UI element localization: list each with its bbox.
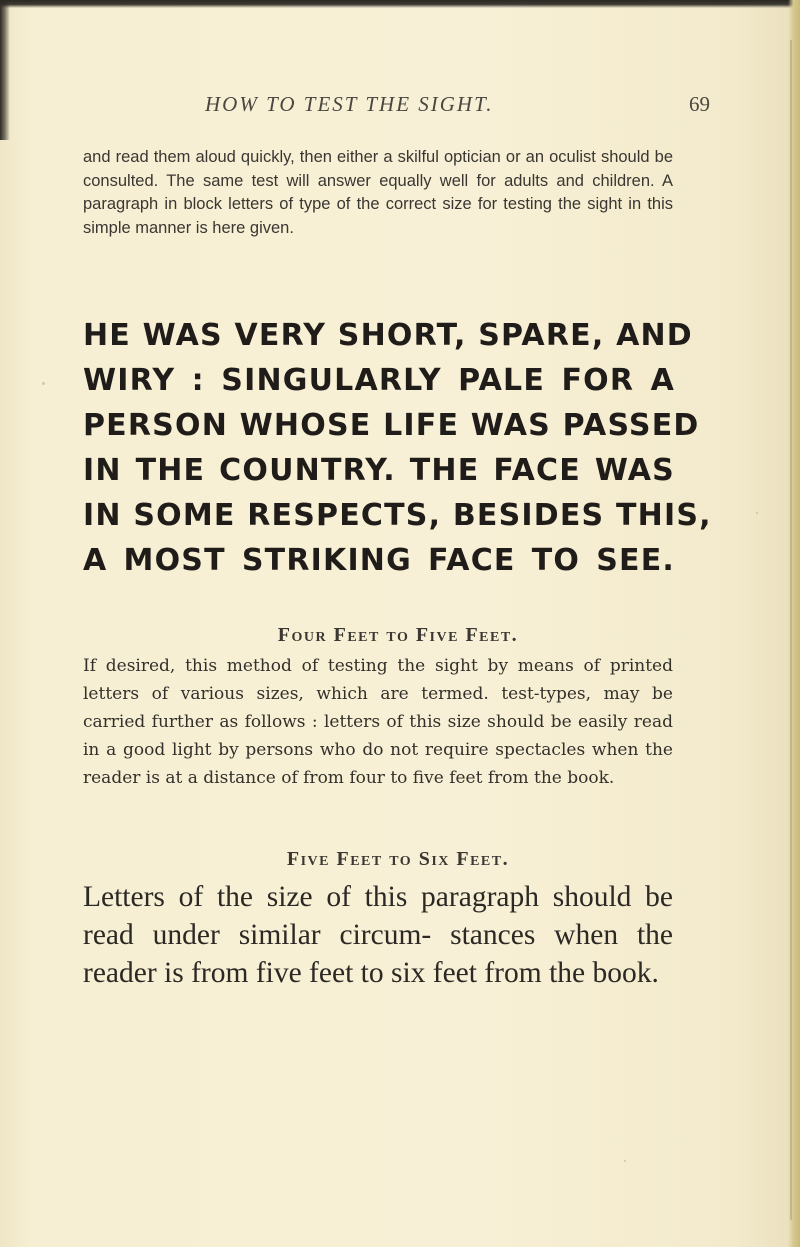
paper-speck [756,512,758,514]
page-left-edge-shadow [0,0,10,140]
block-letter-line: WIRY : SINGULARLY PALE FOR A [83,363,675,398]
block-letter-line: IN THE COUNTRY. THE FACE WAS [83,453,675,488]
block-letter-line: IN SOME RESPECTS, BESIDES THIS, [83,498,712,533]
paper-speck [624,1160,626,1162]
block-letter-line: HE WAS VERY SHORT, SPARE, AND [83,318,693,353]
page-gutter-line [790,40,792,1220]
intro-paragraph: and read them aloud quickly, then either a skilful optician or an oculist should be consulted. The same test will answer equally well for adults and children. A paragraph in block letters of type of the correct size for testing the sight in this simple manner is here given. [83,148,673,237]
section-heading-four-to-five-feet: Four Feet to Five Feet. [277,624,519,646]
paragraph-four-to-five-feet: If desired, this method of testing the sight by means of printed letters of various sizes, which are termed. test-types, may be carried further as follows : letters of this size should be easily read in a good light by persons who do not require spectacles when the reader is at a distance of from four to five feet from the book. [83,656,673,788]
page-top-edge-shadow [0,0,800,8]
running-head: HOW TO TEST THE SIGHT. [205,92,494,116]
page-header [80,92,716,122]
block-letter-line: A MOST STRIKING FACE TO SEE. [83,543,675,578]
paragraph-five-to-six-feet: Letters of the size of this paragraph should be read under similar circum- stances when the reader is from five feet to six feet from the book. [83,881,673,989]
page-number: 69 [689,92,710,116]
block-letter-sample [83,313,712,583]
paper-speck [42,382,45,385]
block-letter-line: PERSON WHOSE LIFE WAS PASSED [83,408,700,443]
section-heading-five-to-six-feet: Five Feet to Six Feet. [286,848,510,870]
